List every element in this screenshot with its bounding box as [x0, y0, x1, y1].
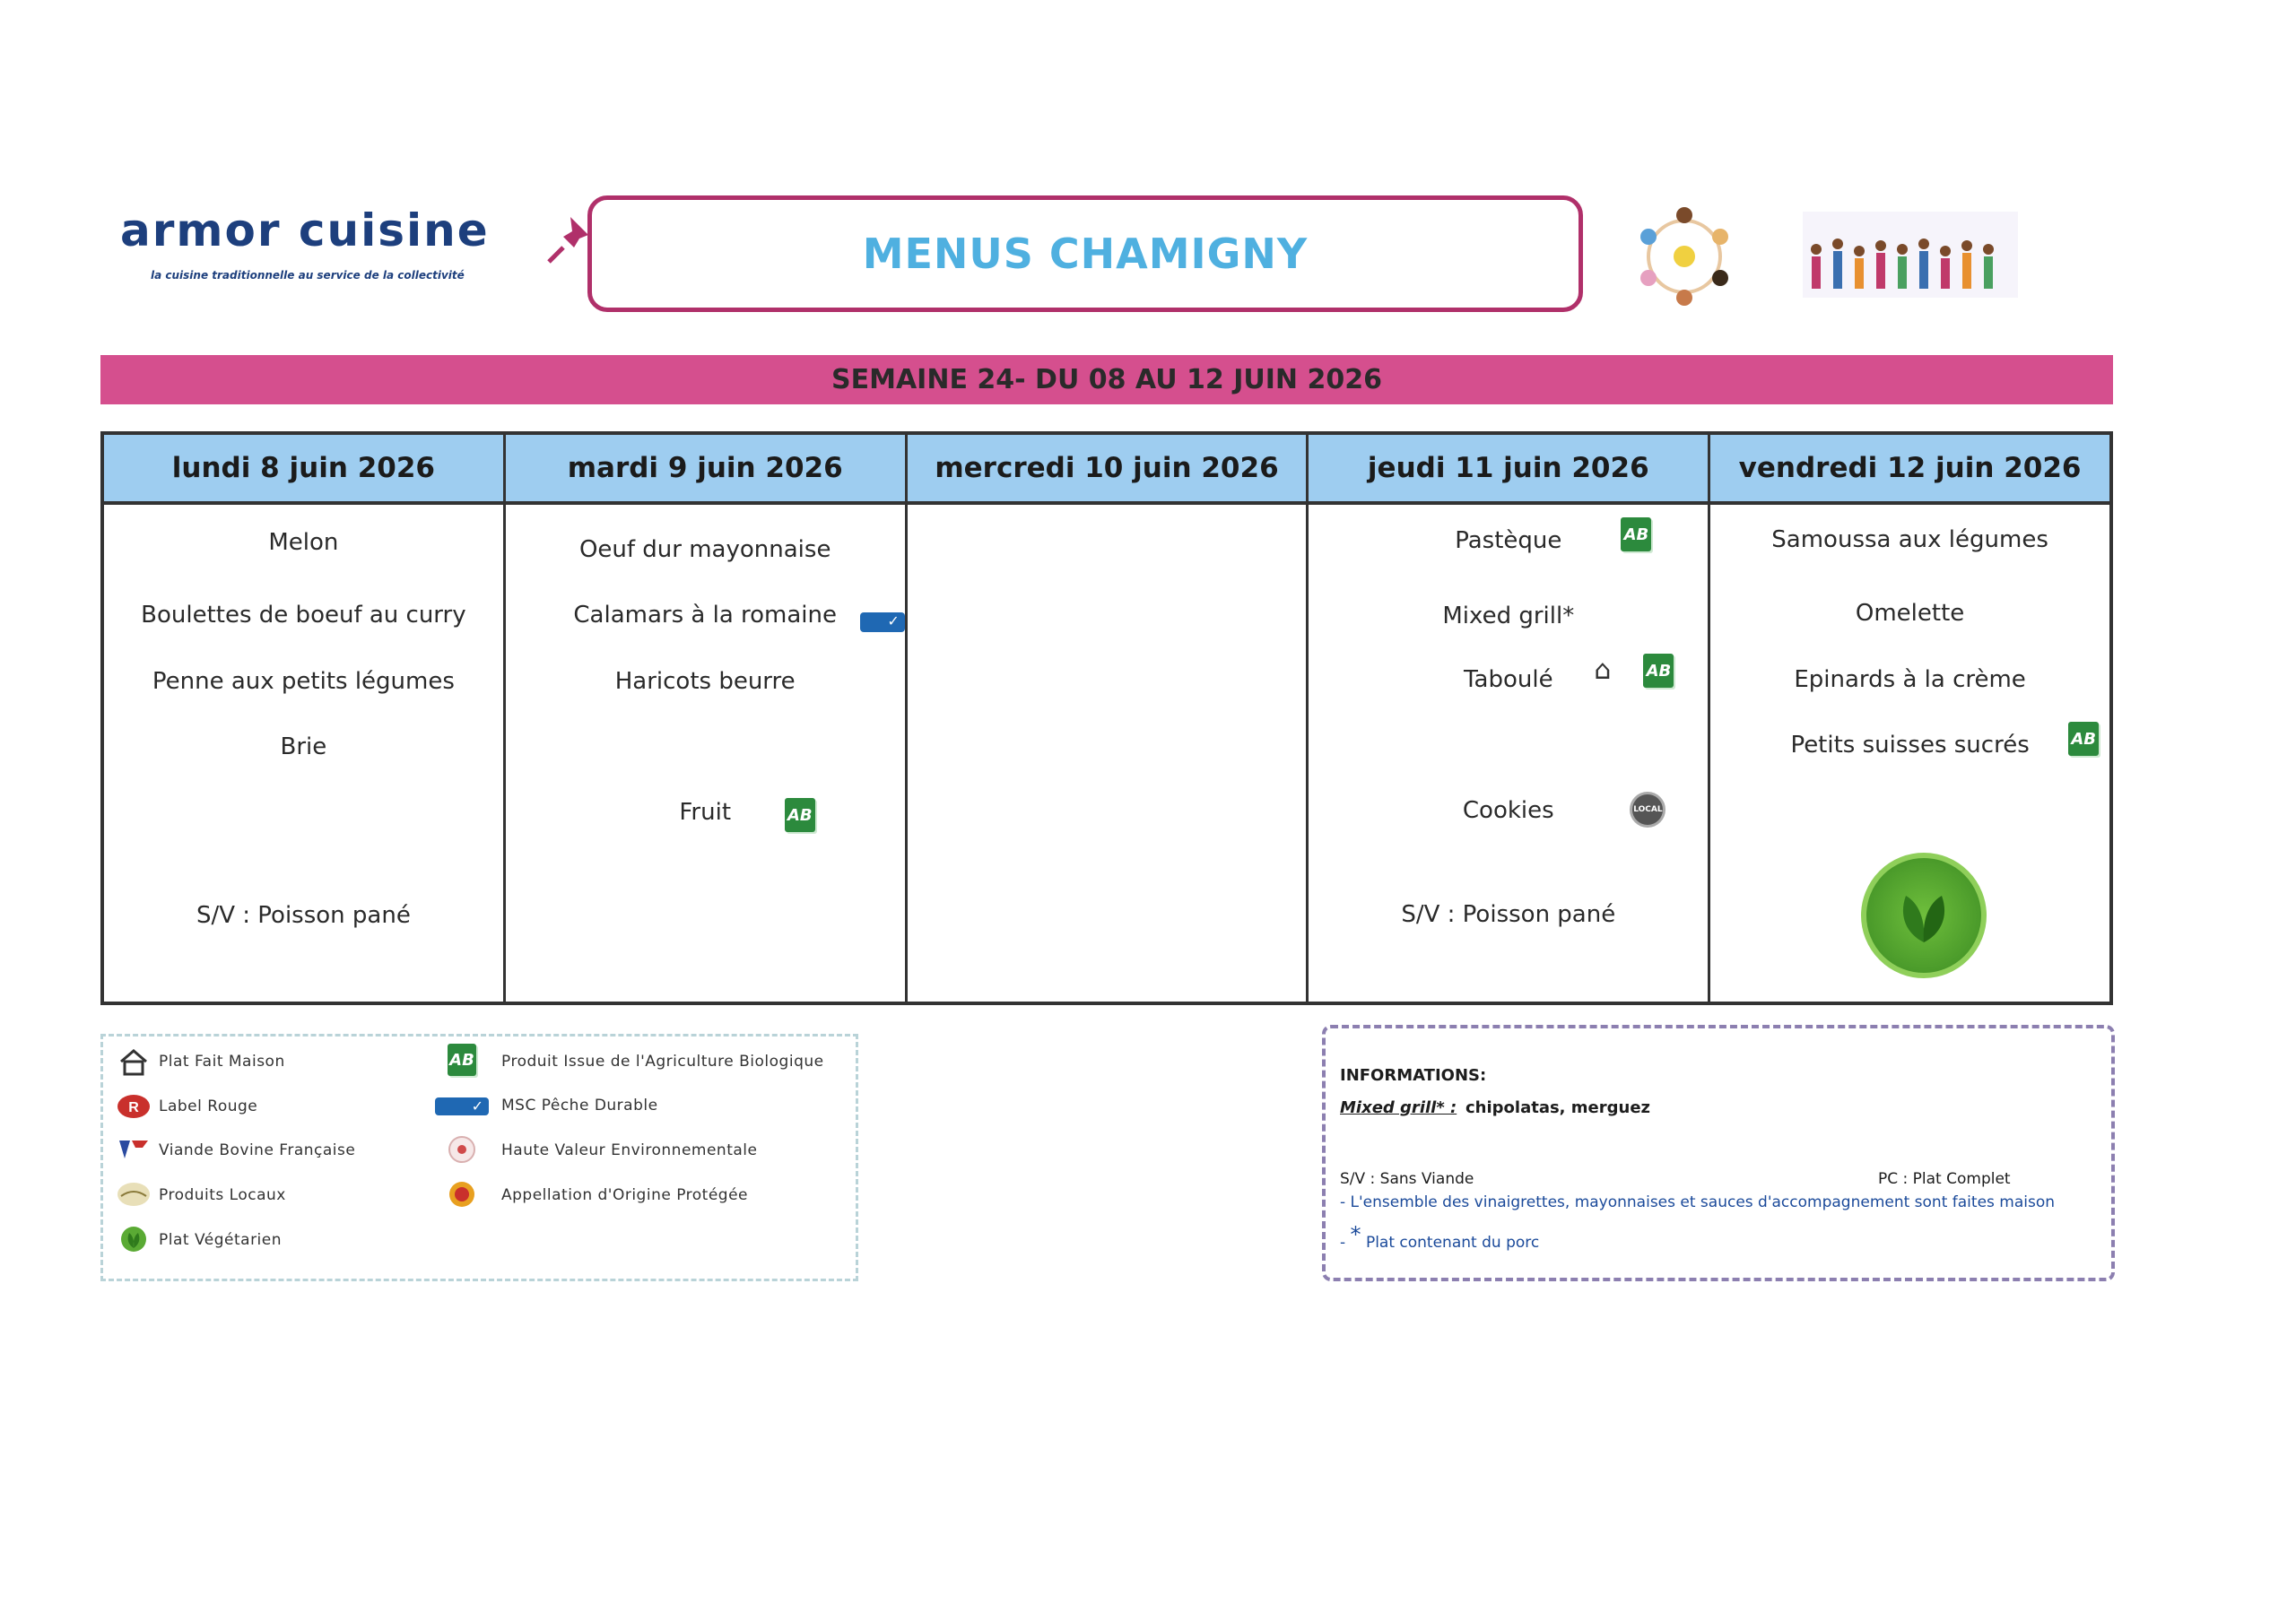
legend-label: Produit Issue de l'Agriculture Biologique — [501, 1053, 824, 1071]
house-icon — [116, 1047, 152, 1076]
dish-item: Taboulé — [1463, 666, 1553, 693]
legend-panel — [100, 1034, 858, 1281]
information-panel — [1322, 1025, 2115, 1281]
dish-item: Samoussa aux légumes — [1771, 526, 2048, 553]
day-column-tuesday — [506, 435, 908, 1002]
dish-item: Mixed grill* — [1442, 603, 1575, 629]
info-heading: INFORMATIONS: — [1340, 1066, 1487, 1085]
legend-label: Haute Valeur Environnementale — [501, 1141, 758, 1159]
dish-item: S/V : Poisson pané — [1401, 901, 1616, 928]
day-header: vendredi 12 juin 2026 — [1710, 435, 2109, 505]
brand-logo: armor cuisine — [120, 204, 490, 256]
dish-item: Omelette — [1855, 600, 1965, 627]
label-rouge-icon — [116, 1092, 152, 1121]
week-label: SEMAINE 24- DU 08 AU 12 JUIN 2026 — [831, 364, 1382, 395]
hve-icon — [444, 1135, 480, 1164]
info-note-sauces: - L'ensemble des vinaigrettes, mayonnaises et sauces d'accompagnement sont faites maison — [1340, 1193, 2056, 1211]
week-banner — [100, 355, 2113, 404]
dish-item: S/V : Poisson pané — [196, 902, 411, 929]
day-column-friday — [1710, 435, 2109, 1002]
dish-item: Epinards à la crème — [1794, 666, 2026, 693]
day-header: mardi 9 juin 2026 — [506, 435, 905, 505]
info-pc: PC : Plat Complet — [1878, 1170, 2011, 1188]
dish-item: Penne aux petits légumes — [152, 668, 455, 695]
ab-icon: AB — [1621, 517, 1651, 551]
ab-icon: AB — [448, 1044, 476, 1076]
ab-icon: AB — [2068, 722, 2099, 756]
viande-bovine-icon — [116, 1135, 152, 1164]
legend-label: Viande Bovine Française — [159, 1141, 356, 1159]
day-header: mercredi 10 juin 2026 — [908, 435, 1307, 505]
info-note-pork-text: Plat contenant du porc — [1365, 1234, 1540, 1252]
pork-star-icon: * — [1350, 1222, 1361, 1247]
legend-label: Produits Locaux — [159, 1186, 286, 1204]
legend-label: MSC Pêche Durable — [501, 1097, 658, 1115]
dish-item: Petits suisses sucrés — [1790, 732, 2030, 759]
produits-locaux-icon — [116, 1180, 152, 1209]
day-column-wednesday — [908, 435, 1309, 1002]
menu-table — [100, 431, 2113, 1005]
dish-item: Boulettes de boeuf au curry — [141, 602, 466, 629]
dish-item: Oeuf dur mayonnaise — [578, 536, 831, 563]
legend-label: Appellation d'Origine Protégée — [501, 1186, 749, 1204]
legend-label: Label Rouge — [159, 1097, 258, 1115]
svg-text:R: R — [128, 1100, 139, 1115]
day-column-thursday — [1309, 435, 1710, 1002]
leaf-icon — [1888, 880, 1960, 951]
title-box — [587, 195, 1583, 312]
vegetarian-badge-icon — [1861, 853, 1987, 978]
vegetarian-icon — [116, 1225, 152, 1253]
dish-item: Brie — [280, 733, 327, 760]
info-note-pork — [1340, 1222, 1540, 1253]
legend-label: Plat Végétarien — [159, 1231, 283, 1249]
info-mixed-grill-value: chipolatas, merguez — [1465, 1098, 1651, 1117]
local-produce-icon: LOCAL — [1630, 792, 1665, 828]
ab-icon: AB — [1643, 654, 1674, 688]
day-header: lundi 8 juin 2026 — [104, 435, 503, 505]
info-note-pork-prefix: - — [1340, 1234, 1351, 1252]
ab-icon: AB — [785, 798, 815, 832]
children-circle-illustration — [1631, 203, 1738, 310]
dish-item: Pastèque — [1455, 527, 1562, 554]
aop-icon — [444, 1180, 480, 1209]
msc-icon — [860, 612, 905, 632]
dish-item: Haricots beurre — [614, 668, 796, 695]
info-sv: S/V : Sans Viande — [1340, 1170, 1474, 1188]
dish-item: Fruit — [679, 799, 732, 826]
house-icon: ⌂ — [1594, 655, 1612, 686]
page-title: MENUS CHAMIGNY — [862, 230, 1309, 278]
dish-item: Calamars à la romaine — [573, 602, 837, 629]
legend-label: Plat Fait Maison — [159, 1053, 285, 1071]
msc-icon — [435, 1097, 489, 1115]
brand-tagline: la cuisine traditionnelle au service de la collectivité — [151, 269, 465, 282]
day-column-monday — [104, 435, 506, 1002]
day-header: jeudi 11 juin 2026 — [1309, 435, 1708, 505]
children-group-illustration — [1803, 212, 2018, 298]
dish-item: Melon — [268, 529, 339, 556]
info-mixed-grill-label: Mixed grill* : — [1340, 1098, 1457, 1117]
dish-item: Cookies — [1462, 797, 1554, 824]
